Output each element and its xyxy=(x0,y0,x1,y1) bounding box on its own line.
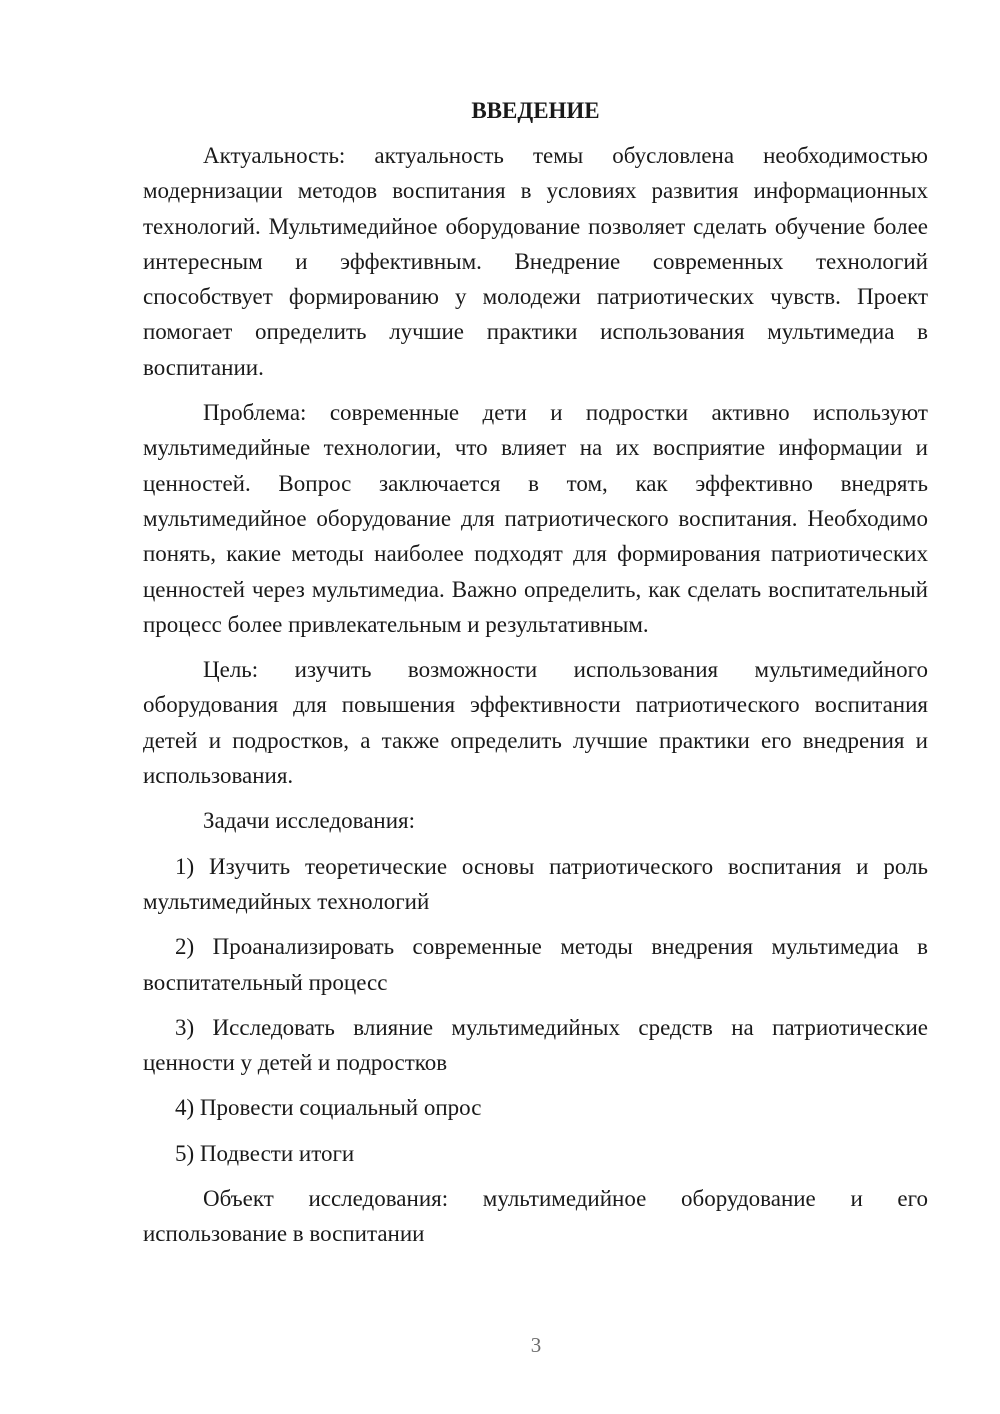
document-page xyxy=(143,93,928,1262)
problem-paragraph: Проблема: современные дети и подростки активно используют мультимедийные технологии, что влияет на их восприятие информации и ценностей. Вопрос заключается в том, как эффективно внедрять мультимедийное оборудование для патриотического воспитания. Необходимо понять, какие методы наиболее подходят для формирования патриотических ценностей через мультимедиа. Важно определить, как сделать воспитательный процесс более привлекательным и результативным. xyxy=(143,400,928,637)
list-item: 1) Изучить теоретические основы патриотического воспитания и роль мультимедийных технологий xyxy=(143,853,928,914)
list-item: 2) Проанализировать современные методы внедрения мультимедиа в воспитательный процесс xyxy=(143,934,928,995)
page-title: ВВЕДЕНИЕ xyxy=(471,98,600,123)
list-item: 4) Провести социальный опрос xyxy=(175,1095,482,1121)
list-item: 5) Подвести итоги xyxy=(175,1140,355,1166)
tasks-list xyxy=(143,849,928,1171)
goal-paragraph: Цель: изучить возможности использования мультимедийного оборудования для повышения эффективности патриотического воспитания детей и подростков, а также определить лучшие практики его внедрения и использования. xyxy=(143,657,928,789)
list-item: 3) Исследовать влияние мультимедийных средств на патриотические ценности у детей и подростков xyxy=(143,1014,928,1076)
tasks-heading: Задачи исследования: xyxy=(203,808,416,834)
actuality-paragraph: Актуальность: актуальность темы обусловлена необходимостью модернизации методов воспитания в условиях развития информационных технологий. Мультимедийное оборудование позволяет сделать обучение более интересным и эффективным. Внедрение современных технологий способствует формированию у молодежи патриотических чувств. Проект помогает определить лучшие практики использования мультимедиа в воспитании. xyxy=(143,143,928,380)
page-number: 3 xyxy=(530,1333,542,1357)
object-paragraph: Объект исследования: мультимедийное оборудование и его использование в воспитании xyxy=(143,1186,928,1247)
